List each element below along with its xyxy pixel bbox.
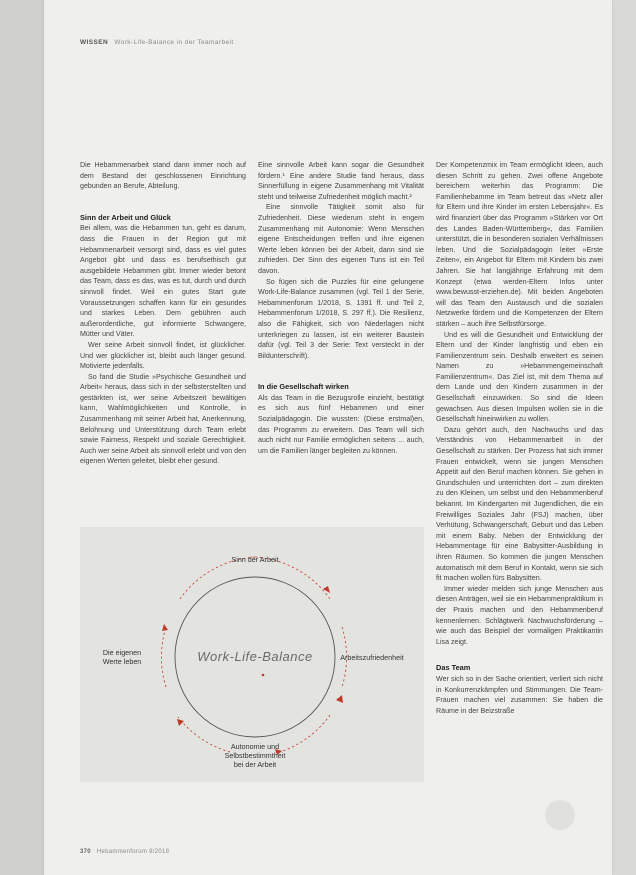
diagram-label-bottom-2: Selbstbestimmtheit — [224, 751, 286, 760]
paragraph: Der Kompetenzmix im Team ermöglicht Ideen, auch diesen Schritt zu gehen. Zwei offene Angebote bereichern weiterhin das Programm: Die Familienhebamme im Team betreut das »Netz aller für Eltern und ihre Kinder im ersten Lebensjahr«. Es wird finanziert über das Programm »Stärken vor Ort des Landes Baden-Württemberg«, das Familien unterstützt, die in besonderen sozialen Verhältnissen leben. Und die Sozialpädagogin leitet »Erste Zeiten«, ein Angebot für Eltern mit Kindern bis zwei Jahren. Sie hat langjährige Erfahrung mit dem Konzept (etwa werden-Eltern Infos unter www.bewusst-erziehen.de). Mit beiden Angeboten will das Team den Austausch und die sozialen Netzwerke fördern und die Kompetenzen der Eltern stärken – auch ihre Selbstfürsorge. — [436, 161, 603, 328]
paragraph: Und es will die Gesundheit und Entwicklung der Eltern und der Kinder langfristig und eben ein Familienzentrum sein. Deshalb erweitert es seinen Namen zu »Hebammengemeinschaft Familienzentrum«. Das Ziel ist, mit dem Thema auf dem Lande und den Kindern zusammen in der Gesellschaft einzuwirken. So sind die Ideen gewachsen. Aus diesen Impulsen wollen sie in die Gesellschaft hineinwirken zu wollen. — [436, 330, 603, 424]
diagram-label-right: Arbeitszufriedenheit — [340, 653, 404, 662]
arrow-icon — [162, 624, 168, 631]
paragraph: Die Hebammenarbeit stand dann immer noch auf dem Bestand der geschlossenen Einrichtung gebunden an Berufe, Abteilung. — [80, 161, 246, 191]
paragraph: So fügen sich die Puzzles für eine gelungene Work-Life-Balance zusammen (vgl. Teil 1 der Serie, Hebammenforum 1/2018, S. 1391 ff. und Teil 2, Hebammenforum 1/2018, S. 297 ff.). Die Resilienz, also die Fähigkeit, sich von Niederlagen nicht unterkriegen zu lassen, ist ein weiterer Baustein dafür (vgl. Teil 3 der Serie: Text versteckt in der Bildunterschrift). — [258, 277, 424, 360]
text-column-2 — [258, 160, 424, 456]
paper-smudge — [545, 800, 575, 830]
arrow-icon — [336, 695, 343, 703]
diagram-label-top: Sinn der Arbeit — [231, 555, 279, 564]
diagram-label-left-2: Werte leben — [102, 657, 142, 666]
page-number: 370 — [80, 849, 91, 855]
journal-name: Hebammenforum 9/2018 — [96, 849, 170, 855]
running-header — [80, 39, 234, 46]
paragraph: Immer wieder melden sich junge Menschen aus diesen Anträgen, weil sie ein Hebammenpraktikum in der Praxis machen und den Hebammenberuf kennenlernen. Schlägtwerk Nachwuchsförderung – wie auch das Beispiel der vormaligen Praktikantin Lisa zeigt. — [436, 584, 603, 646]
diagram-svg — [80, 527, 424, 782]
arrow-icon — [323, 586, 330, 593]
section-label: WISSEN — [80, 39, 109, 46]
paragraph: Eine sinnvolle Tätigkeit somit also für Zufriedenheit. Diese wiederum steht in engem Zusammenhang mit Autonomie: Wenn Menschen eigene Entscheidungen treffen und ihre eigenen Werte leben können bei der Arbeit, dann sind sie zufrieden. Der Sinn des eigenen Tuns ist ein Teil davon. — [258, 203, 424, 275]
text-column-1 — [80, 160, 246, 467]
paragraph: Dazu gehört auch, den Nachwuchs und das Verständnis von Hebammenarbeit in der Gesellschaft zu stärken. Der Prozess hat sich immer Frauen entwickelt, wenn sie jungen Menschen Appetit auf den Beruf machen können. Sie gehen in Grundschulen und unterrichten dort – zum direkten zu den Kleinen, um selbst und den Hebammenberuf bekannt. Im Kindergarten mit Jugendlichen, die ein Freiwilliges Soziales Jahr (FSJ) machen, über Verhütung, Schwangerschaft, Geburt und das Leben mit einem Baby. Neben der Entwicklung der Hebammentage für eine Babysitter-Ausbildung in ihren Räumen. So kommen die jungen Menschen automatisch mit dem Beruf in Kontakt, wenn sie sich fit machen wollen fürs Babysitten. — [436, 425, 603, 583]
center-dot — [262, 674, 265, 677]
subheading-team: Das Team — [436, 663, 471, 673]
paragraph: Wer sich so in der Sache orientiert, verliert sich nicht in Konkurrenzkämpfen und Stimmungen. Die Team-Frauen machen viel zusammen: Sie haben die Räume in der Beizstraße — [436, 674, 603, 715]
diagram-label-bottom-1: Autonomie und — [230, 742, 280, 751]
text-column-3 — [436, 160, 603, 716]
subheading-sinn: Sinn der Arbeit und Glück — [80, 212, 171, 222]
paragraph: Als das Team in die Bezugsrolle einzieht, bestätigt es sich aus fünf Hebammen und einer Sozialpädagogin. Die wussten: (Diese erstmal)en, das Programm zu erweitern. Das Team will sich auch nicht nur Familie ermöglichen seitens ... auch, um die Familien länger begleiten zu können. — [258, 393, 424, 455]
work-life-balance-diagram — [80, 527, 424, 782]
diagram-label-bottom-3: bei der Arbeit — [233, 760, 277, 769]
binding-strip — [0, 0, 44, 875]
header-subtitle: Work-Life-Balance in der Teamarbeit — [114, 39, 234, 46]
diagram-center-label: Work-Life-Balance — [197, 649, 313, 664]
paragraph: Wer seine Arbeit sinnvoll findet, ist glücklicher. Und wer glücklicher ist, bleibt auch länger gesund. Motivierte jedenfalls. — [80, 340, 246, 371]
paragraph: So fand die Studie »Psychische Gesundheit und Arbeit« heraus, dass sich in der selbsterstellten und gestärkten ist, wer seine Arbeitszeit bewältigen kann, Wahlmöglichkeiten und Kontrolle, in Zusammenhang mit seiner Arbeit hat, Anerkennung, Belohnung und Unterstützung durch Team erlebt sowie Fairness, Respekt und soziale Gerechtigkeit. Auch wer seine Arbeit als sinnvoll erlebt und von den eigenen Werten geleitet, bleibt eher gesund. — [80, 372, 247, 466]
subheading-gesellschaft: In die Gesellschaft wirken — [258, 382, 349, 392]
page-footer — [80, 849, 169, 855]
paragraph: Eine sinnvolle Arbeit kann sogar die Gesundheit fördern.¹ Eine andere Studie fand heraus, dass Sinnerfüllung in eigene Zusammenhang mit Vitalität steht und teilweise Zufriedenheit möglich macht.² — [258, 161, 424, 201]
paragraph: Bei allem, was die Hebammen tun, geht es darum, dass die Frauen in der Region gut mit Hebammenarbeit versorgt sind, dass es viel gutes Angebot gibt und dass es berufsethisch gut ausgebildete Hebammen gibt. Immer wieder betont das Team, dass es das, was es tut, durch und durch sinnvoll findet. Weil ein gutes Start gute Voraussetzungen schaffen kann für ein gesundes und starkes Leben. Dem gebühren auch außerordentliche, gut informierte Schwangere, Mütter und Väter. — [80, 224, 246, 339]
diagram-label-left-1: Die eigenen — [102, 648, 142, 657]
arrow-icon — [177, 719, 184, 726]
